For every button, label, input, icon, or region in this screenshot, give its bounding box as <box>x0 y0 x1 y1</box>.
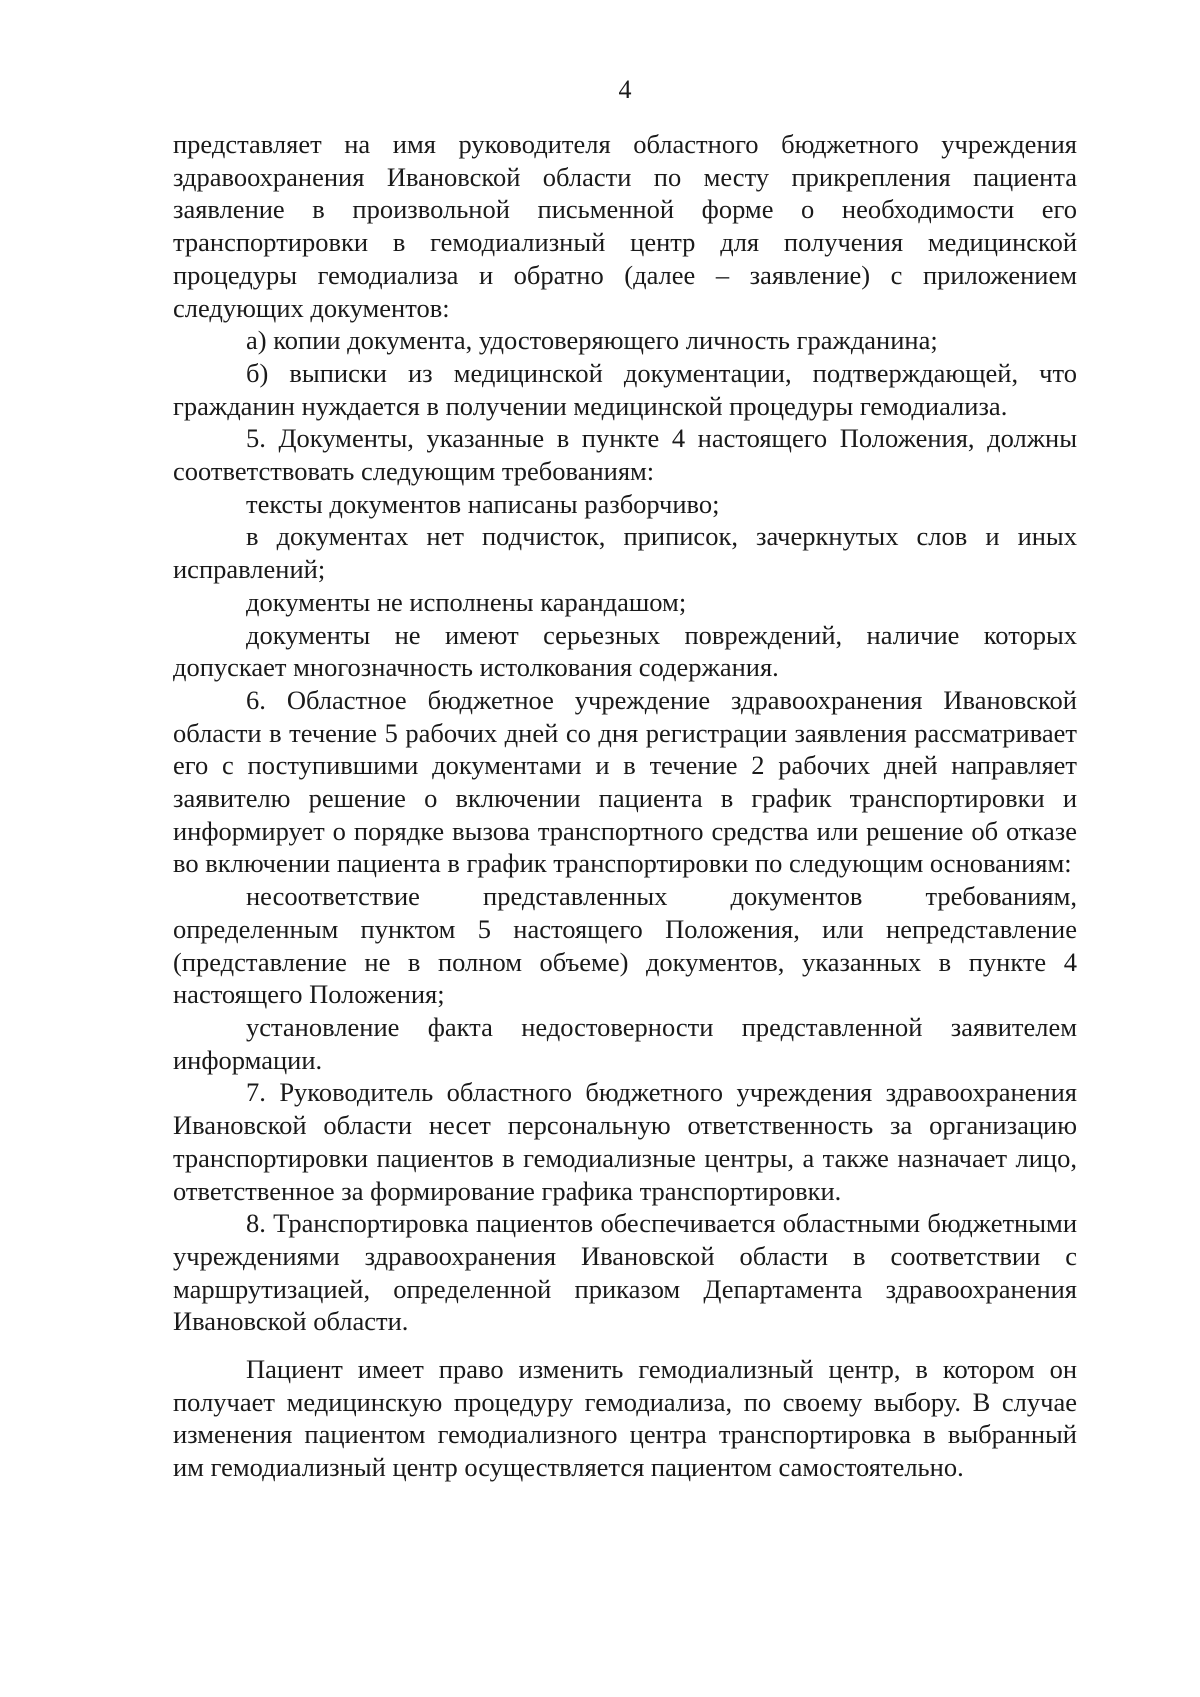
document-body <box>173 128 1077 1484</box>
paragraph-clause-8: 8. Транспортировка пациентов обеспечивается областными бюджетными учреждениями здравоохранения Ивановской области в соответствии с маршрутизацией, определенной приказом Департамента здравоохранения Ивановской области. <box>173 1208 1077 1337</box>
paragraph-item-a: а) копии документа, удостоверяющего личность гражданина; <box>246 325 938 356</box>
paragraph-ground-1: несоответствие представленных документов требованиям, определенным пунктом 5 настоящего Положения, или непредставление (представление не в полном объеме) документов, указанных в пункте 4 настоящего Положения; <box>173 881 1077 1010</box>
paragraph-requirement-1: тексты документов написаны разборчиво; <box>246 488 720 519</box>
paragraph-clause-6: 6. Областное бюджетное учреждение здравоохранения Ивановской области в течение 5 рабочих дней со дня регистрации заявления рассматривает его с поступившими документами и в течение 2 рабочих дней направляет заявителю решение о включении пациента в график транспортировки и информирует о порядке вызова транспортного средства или решение об отказе во включении пациента в график транспортировки по следующим основаниям: <box>173 684 1077 879</box>
paragraph-ground-2: установление факта недостоверности представленной заявителем информации. <box>173 1011 1077 1075</box>
paragraph-patient-right: Пациент имеет право изменить гемодиализный центр, в котором он получает медицинскую процедуру гемодиализа, по своему выбору. В случае изменения пациентом гемодиализного центра транспортировка в выбранный им гемодиализный центр осуществляется пациентом самостоятельно. <box>173 1354 1077 1483</box>
paragraph-clause-7: 7. Руководитель областного бюджетного учреждения здравоохранения Ивановской области несет персональную ответственность за организацию транспортировки пациентов в гемодиализные центры, а также назначает лицо, ответственное за формирование графика транспортировки. <box>173 1077 1077 1206</box>
paragraph-clause-5: 5. Документы, указанные в пункте 4 настоящего Положения, должны соответствовать следующим требованиям: <box>173 423 1077 487</box>
paragraph-requirement-4: документы не имеют серьезных повреждений, наличие которых допускает многозначность истолкования содержания. <box>173 619 1077 683</box>
paragraph-item-b: б) выписки из медицинской документации, подтверждающей, что гражданин нуждается в получении медицинской процедуры гемодиализа. <box>173 357 1077 421</box>
paragraph-requirement-3: документы не исполнены карандашом; <box>246 586 687 617</box>
paragraph-requirement-2: в документах нет подчисток, приписок, зачеркнутых слов и иных исправлений; <box>173 521 1077 585</box>
page-number: 4 <box>618 75 632 104</box>
paragraph-continuation: представляет на имя руководителя областного бюджетного учреждения здравоохранения Ивановской области по месту прикрепления пациента заявление в произвольной письменной форме о необходимости его транспортировки в гемодиализный центр для получения медицинской процедуры гемодиализа и обратно (далее – заявление) с приложением следующих документов: <box>173 129 1077 323</box>
